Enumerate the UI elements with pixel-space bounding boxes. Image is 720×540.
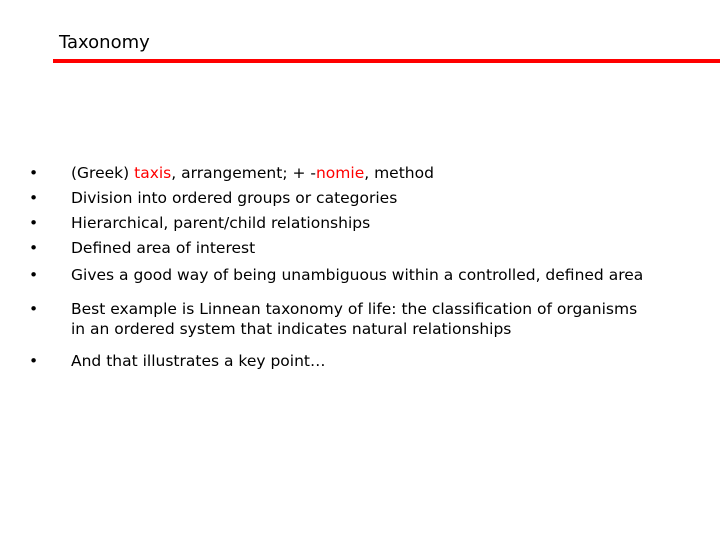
bullet-text [71, 351, 701, 371]
bullet-marker: • [29, 300, 39, 318]
bullet-marker: • [29, 239, 39, 257]
bullet-text [71, 265, 701, 285]
bullet-marker: • [29, 352, 39, 370]
bullet-marker: • [29, 189, 39, 207]
bullet-line: Defined area of interest [71, 239, 256, 257]
bullet-marker: • [29, 164, 39, 182]
bullet-text [71, 163, 701, 183]
bullet-marker: • [29, 214, 39, 232]
bullet-line: Division into ordered groups or categories [71, 189, 398, 207]
text-segment: , arrangement; + - [171, 164, 316, 182]
highlighted-term: nomie [315, 164, 365, 182]
bullet-line: Best example is Linnean taxonomy of life: the classification of organisms [71, 300, 638, 318]
bullet-text [71, 299, 701, 339]
bullet-line: in an ordered system that indicates natural relationships [71, 320, 512, 338]
bullet-line: Hierarchical, parent/child relationships [71, 214, 371, 232]
bullet-text [71, 238, 701, 258]
slide-title: Taxonomy [59, 32, 150, 53]
bullet-line: Gives a good way of being unambiguous within a controlled, defined area [71, 266, 644, 284]
text-segment: (Greek) [71, 164, 135, 182]
bullet-line: And that illustrates a key point… [71, 352, 326, 370]
bullet-marker: • [29, 266, 39, 284]
text-segment: , method [364, 164, 434, 182]
highlighted-term: taxis [134, 164, 172, 182]
bullet-text [71, 188, 701, 208]
bullet-text [71, 213, 701, 233]
